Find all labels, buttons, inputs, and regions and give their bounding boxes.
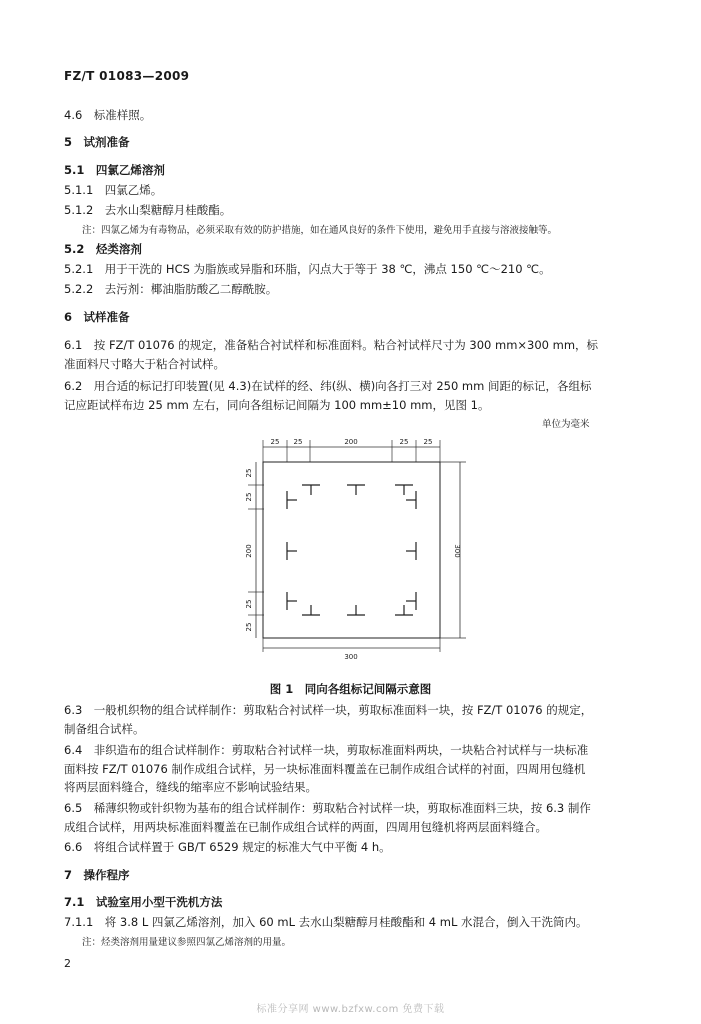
clause-6-6: 6.6 将组合试样置于 GB/T 6529 规定的标准大气中平衡 4 h。: [64, 840, 391, 854]
clause-5-1-2: 5.1.2 去水山梨糖醇月桂酸酯。: [64, 203, 232, 217]
clause-6-5-line2: 成组合试样，用两块标准面料覆盖在已制作成组合试样的两面，四周用包缝机将两层面料缝合。: [64, 820, 547, 834]
clause-6-1-line1: 6.1 按 FZ/T 01076 的规定，准备粘合衬试样和标准面料。粘合衬试样尺寸为 300 mm×300 mm，标: [64, 338, 599, 352]
clause-6-2-line2: 记应距试样布边 25 mm 左右，同向各组标记间隔为 100 mm±10 mm，见图 1。: [64, 398, 490, 412]
clause-4-6: 4.6 标准样照。: [64, 108, 152, 122]
bottom-dim-label: 300: [344, 653, 358, 661]
left-dim-label: 25: [245, 492, 253, 502]
section-7-heading: 7 操作程序: [64, 868, 130, 882]
top-dim-label: 25: [399, 438, 409, 446]
top-dim-label: 25: [423, 438, 433, 446]
note-5-1: 注：四氯乙烯为有毒物品，必须采取有效的防护措施，如在通风良好的条件下使用，避免用手直接与溶液接触等。: [82, 225, 558, 236]
unit-note: 单位为毫米: [542, 419, 590, 430]
figure-caption: 图 1 同向各组标记间隔示意图: [269, 682, 432, 696]
section-5-heading: 5 试剂准备: [64, 135, 130, 149]
clause-7-1-1: 7.1.1 将 3.8 L 四氯乙烯溶剂，加入 60 mL 去水山梨糖醇月桂酸酯和 4 mL 水混合，倒入干洗筒内。: [64, 915, 588, 929]
clause-5-2-2: 5.2.2 去污剂：椰油脂肪酸乙二醇酰胺。: [64, 282, 278, 296]
left-dim-label: 25: [245, 622, 253, 632]
bottom-marks: [302, 605, 413, 615]
clause-5-1-heading: 5.1 四氯乙烯溶剂: [64, 163, 165, 177]
clause-6-1-line2: 准面料尺寸略大于粘合衬试样。: [64, 357, 225, 371]
clause-6-5-line1: 6.5 稀薄织物或针织物为基布的组合试样制作：剪取粘合衬试样一块，剪取标准面料三块，按 6.3 制作: [64, 801, 591, 815]
specimen-outline: [263, 462, 440, 638]
clause-6-4-line1: 6.4 非织造布的组合试样制作：剪取粘合衬试样一块，剪取标准面料两块，一块粘合衬试样与一块标准: [64, 743, 589, 757]
page-number: 2: [64, 957, 71, 970]
top-marks: [302, 485, 413, 495]
clause-5-2-heading: 5.2 烃类溶剂: [64, 242, 142, 256]
note-7-1: 注：烃类溶剂用量建议参照四氯乙烯溶剂的用量。: [82, 937, 292, 948]
left-dim-label: 200: [245, 544, 253, 558]
clause-6-2-line1: 6.2 用合适的标记打印装置(见 4.3)在试样的经、纬(纵、横)向各打三对 250 mm 间距的标记，各组标: [64, 379, 592, 393]
clause-5-2-1: 5.2.1 用于干洗的 HCS 为脂族或异脂和环脂，闪点大于等于 38 ℃，沸点 150 ℃～210 ℃。: [64, 262, 551, 276]
top-dim-label: 25: [270, 438, 280, 446]
clause-6-4-line3: 将两层面料缝合，缝线的缩率应不影响试验结果。: [64, 780, 317, 794]
standard-code-header: FZ/T 01083—2009: [64, 69, 190, 83]
clause-6-4-line2: 面料按 FZ/T 01076 制作成组合试样，另一块标准面料覆盖在已制作成组合试样的衬面，四周用包缝机: [64, 762, 586, 776]
clause-7-1-heading: 7.1 试验室用小型干洗机方法: [64, 895, 223, 909]
left-dim-label: 25: [245, 599, 253, 609]
clause-6-3-line1: 6.3 一般机织物的组合试样制作：剪取粘合衬试样一块，剪取标准面料一块，按 FZ/T 01076 的规定，: [64, 703, 593, 717]
right-dim-label: 300: [453, 544, 461, 558]
right-marks: [406, 491, 416, 610]
top-dim-label: 25: [293, 438, 303, 446]
clause-5-1-1: 5.1.1 四氯乙烯。: [64, 183, 163, 197]
left-marks: [287, 491, 297, 610]
section-6-heading: 6 试样准备: [64, 310, 130, 324]
top-dim-label: 200: [344, 438, 358, 446]
left-dim-label: 25: [245, 468, 253, 478]
clause-6-3-line2: 制备组合试样。: [64, 722, 145, 736]
watermark-footer: 标准分享网 www.bzfxw.com 免费下载: [256, 1004, 445, 1015]
